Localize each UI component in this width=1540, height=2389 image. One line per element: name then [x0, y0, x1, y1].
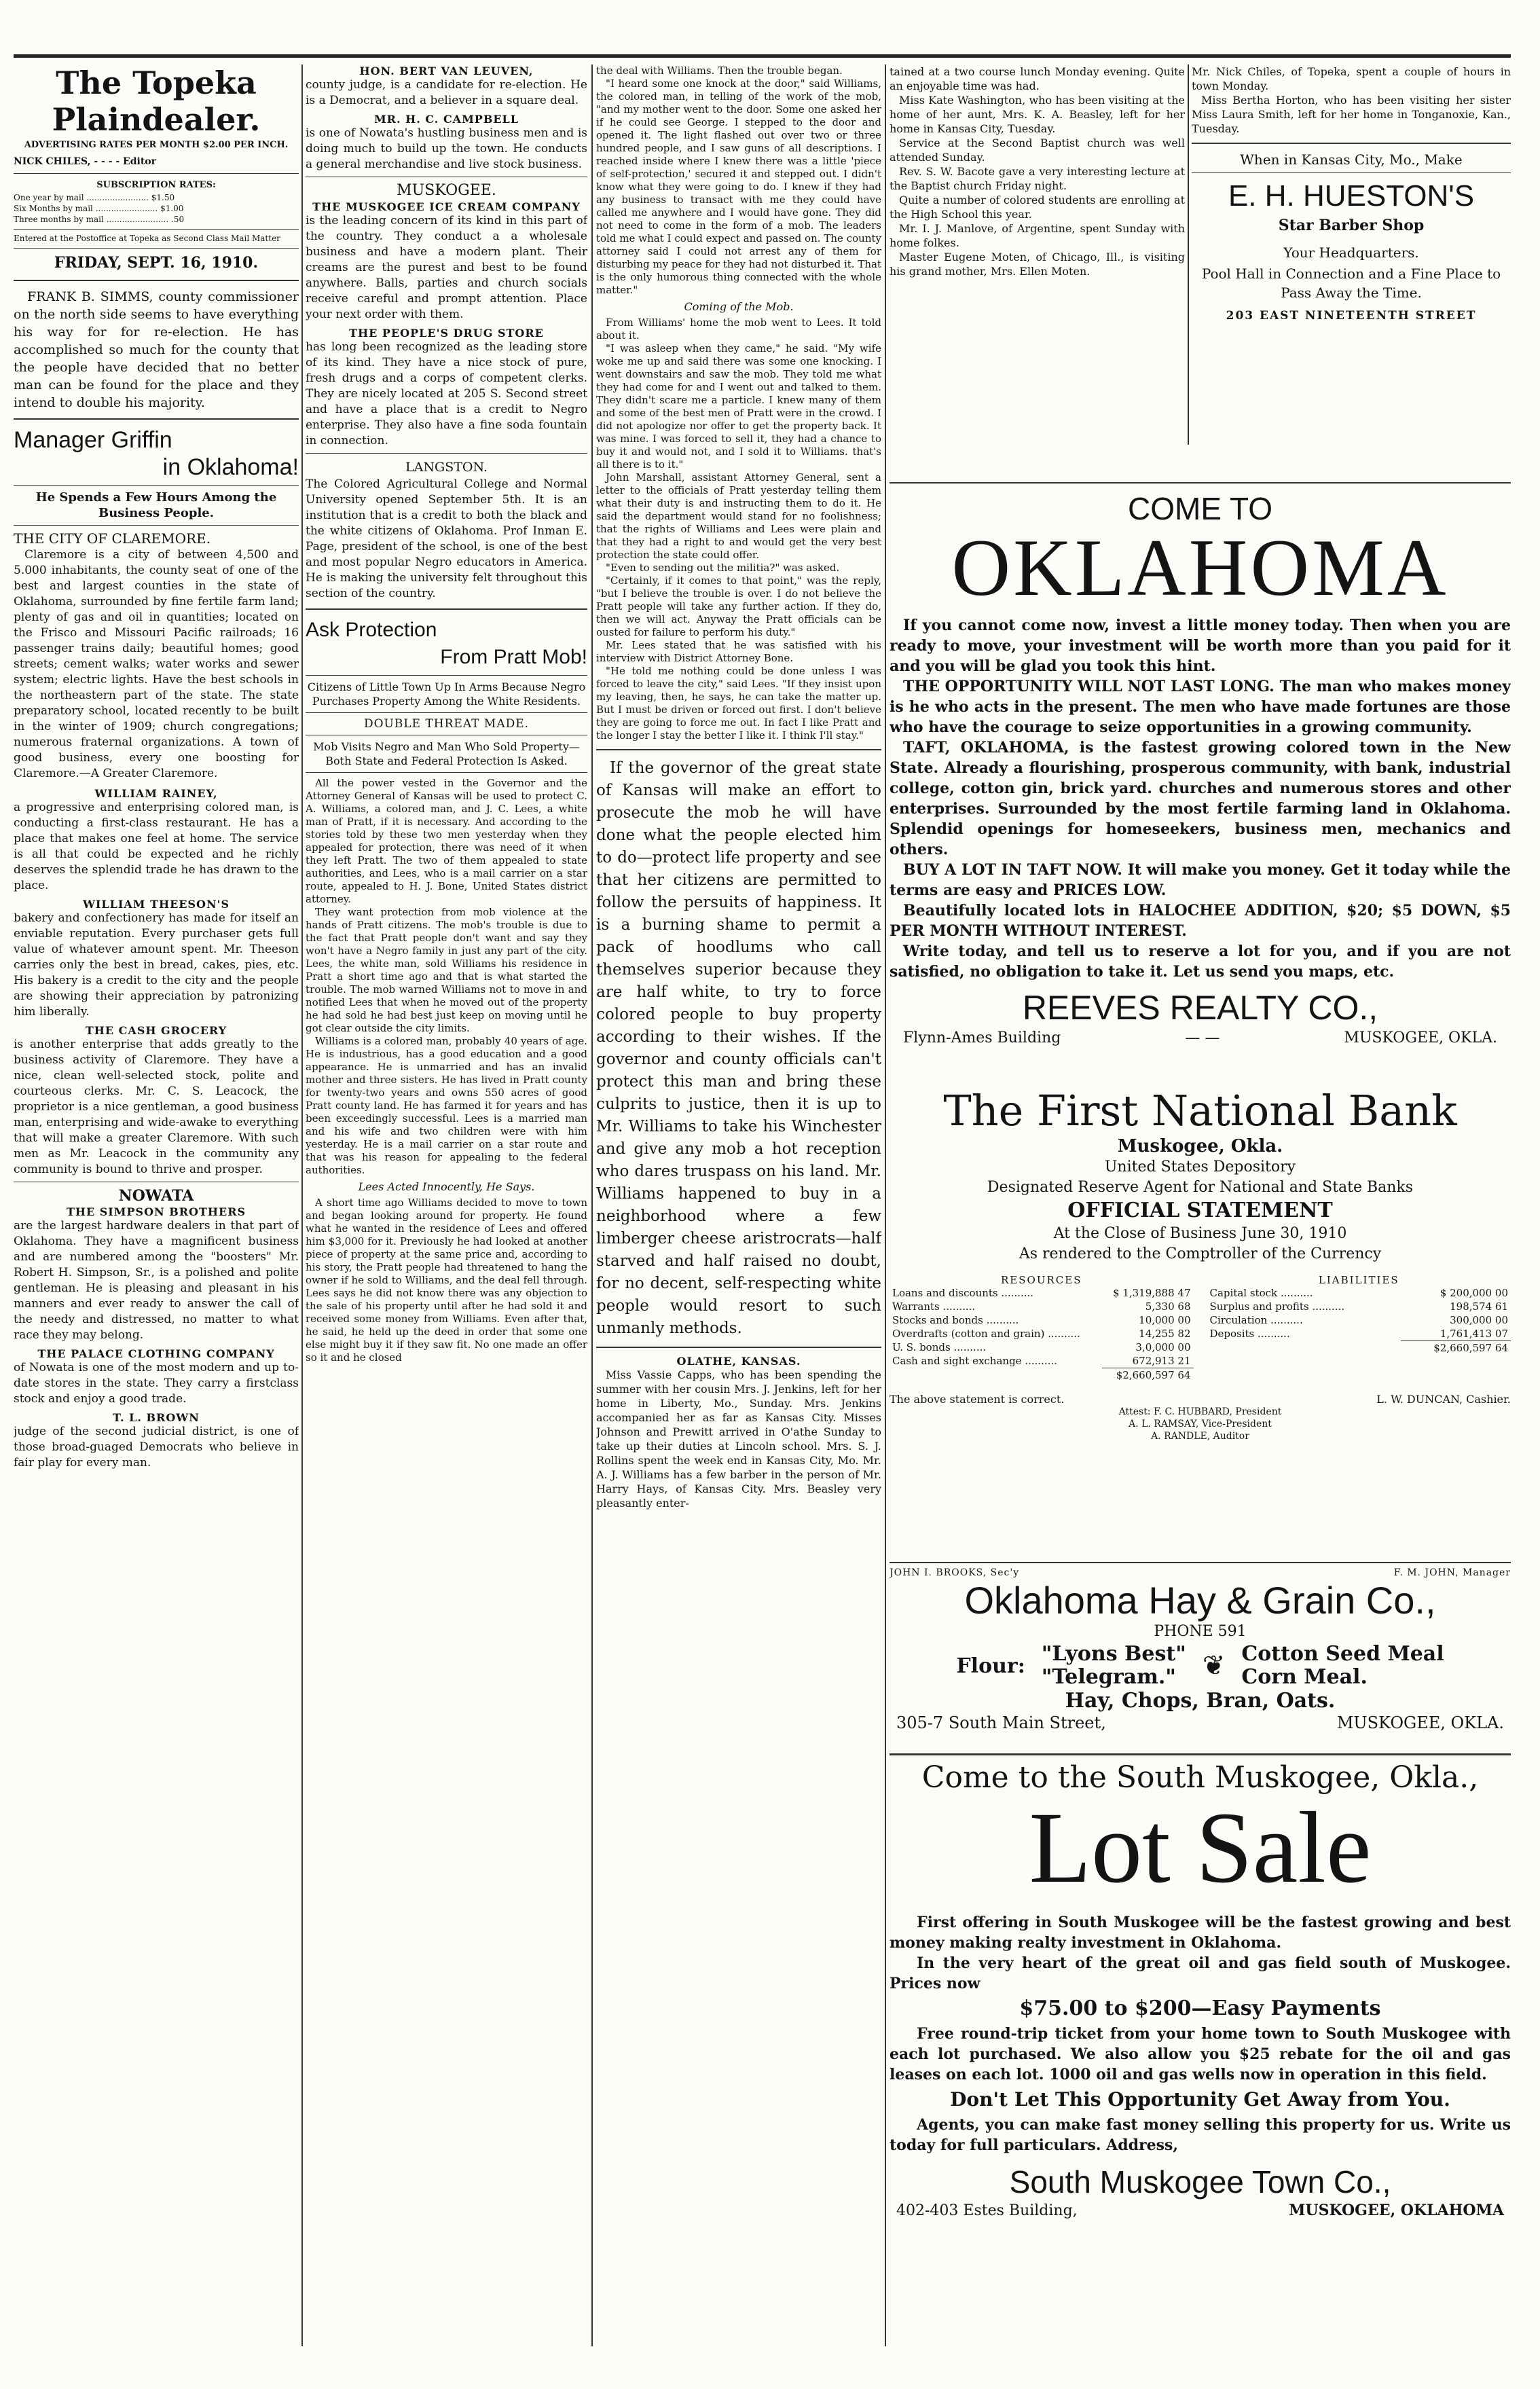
brown-heading: T. L. BROWN — [113, 1411, 200, 1424]
column-rule — [301, 65, 303, 2346]
first-national-bank-ad — [890, 1087, 1511, 1548]
olathe-cont: Service at the Second Baptist church was well attended Sunday. — [890, 136, 1185, 164]
hueston-hq: Your Headquarters. — [1283, 244, 1419, 261]
hay-title: Oklahoma Hay & Grain Co., — [964, 1579, 1436, 1622]
table-row: $2,660,597 64 — [890, 1368, 1194, 1383]
theeson-article: bakery and confectionery has made for itself an enviable reputation. Every purchaser gets full value of whatever amount spent. Mr. Theeson carries only the best in bread, cakes, pies, etc. His bakery is a credit to the city and the people are showing their appreciation by patronizing him liberally. — [14, 911, 299, 1019]
flour-label: Flour: — [956, 1654, 1025, 1678]
mob-article-cont: "He told me nothing could be done unless I was forced to leave the city," said Lees. "If they insist upon my leaving, then, he says, he can take the matter up. But I must be driven or forced out first. I don't believe they are going to force me out. In fact I like Pratt and the longer I stay the better I like it. I think I'll stay." — [596, 665, 881, 742]
column-4 — [890, 65, 1185, 363]
drug-store-heading: THE PEOPLE'S DRUG STORE — [349, 327, 544, 340]
bank-depository: United States Depository — [1104, 1159, 1296, 1175]
column-rule — [885, 65, 886, 2346]
resources-block — [890, 1274, 1194, 1382]
issue-date: FRIDAY, SEPT. 16, 1910. — [54, 254, 259, 272]
subscription-line: Six Months by mail ........................ $1.00 — [14, 204, 184, 213]
hay-city: MUSKOGEE, OKLA. — [1336, 1713, 1504, 1732]
simms-article: FRANK B. SIMMS, county commissioner on the north side seems to have everything his way for for re-election. He has accomplished so much for the county that the people have decided that no better man can be found for the place and they intend to double his majority. — [14, 289, 299, 410]
masthead-rates: ADVERTISING RATES PER MONTH $2.00 PER INCH. — [24, 140, 289, 150]
top-rule — [14, 54, 1511, 58]
column-rule — [591, 65, 593, 2346]
hueston-shop: Star Barber Shop — [1278, 217, 1425, 234]
liabilities-table — [1207, 1286, 1511, 1355]
vanleuven-heading: HON. BERT VAN LEUVEN, — [359, 65, 534, 77]
lot-dont: Don't Let This Opportunity Get Away from You. — [950, 2088, 1450, 2111]
olathe-heading: OLATHE, KANSAS. — [676, 1355, 801, 1368]
lot-city: MUSKOGEE, OKLAHOMA — [1289, 2202, 1504, 2219]
mob-article: Williams is a colored man, probably 40 years of age. He is industrious, has a good education and a good appearance. He is unmarried and has an invalid mother and three sisters. He has lived in Pratt county for twenty-two years and owns 550 acres of good Pratt county land. He has farmed it for years and has been exceedingly successful. Lees is a married man and his wife and two children were with him yesterday. He is a mail carrier on a star route and that was his reason for appealing to the federal authorities. — [306, 1035, 587, 1176]
flour-brand-1: "Lyons Best" — [1041, 1642, 1186, 1666]
resources-table — [890, 1286, 1194, 1382]
table-row: Overdrafts (cotton and grain) .......... 14,255 82 — [892, 1328, 1191, 1340]
mob-article-cont: "Even to sending out the militia?" was asked. — [606, 562, 840, 574]
table-row: U. S. bonds .......... 3,0,000 00 — [892, 1341, 1191, 1353]
rainey-heading: WILLIAM RAINEY, — [94, 787, 218, 800]
subscription-line: One year by mail ........................ $1.50 — [14, 193, 175, 202]
theeson-heading: WILLIAM THEESON'S — [82, 898, 230, 911]
hueston-ad-lead: When in Kansas City, Mo., Make — [1240, 151, 1463, 168]
lot-sale-heading: Lot Sale — [1029, 1791, 1372, 1904]
table-row: Loans and discounts .......... $ 1,319,888 47 — [892, 1287, 1191, 1299]
protection-headline: Ask Protection — [306, 619, 437, 641]
mob-article-cont: Mr. Lees stated that he was satisfied with his interview with District Attorney Bone. — [596, 639, 881, 664]
campbell-heading: MR. H. C. CAMPBELL — [373, 113, 519, 126]
bank-reserve: Designated Reserve Agent for National and State Banks — [987, 1179, 1414, 1196]
reeves-realty-name: REEVES REALTY CO., — [1022, 989, 1378, 1027]
hay-products: Hay, Chops, Bran, Oats. — [1065, 1689, 1336, 1713]
vanleuven-article: county judge, is a candidate for re-election. He is a Democrat, and a believer in a square deal. — [306, 78, 587, 107]
hay-grain-ad — [890, 1562, 1511, 1755]
table-row: Cash and sight exchange .......... 672,913 21 — [892, 1355, 1191, 1367]
editorial: If the governor of the great state of Kansas will make an effort to prosecute the mob he will have done what the people elected him to do—protect life property and see that her citizens are permitted to follow the persuits of happiness. It is a burning shame to permit a pack of hoodlums who call themselves superior because they are half white, to try to force colored people to buy property according to their wishes. If the governor and county officials can't protect this man and bring these culprits to justice, then it is up to Mr. Williams to take his Winchester and give any mob a hot reception who dares truspass on his land. Mr. Williams happened to buy in a neighborhood where a few limberger cheese aristrocrats—half starved and half raised no doubt, for no decent, self-respecting white people would resort to such unmanly methods. — [596, 759, 881, 1337]
masthead-title: The Topeka Plaindealer. — [52, 65, 261, 138]
column-3 — [596, 65, 881, 1510]
resources-heading: RESOURCES — [1001, 1274, 1082, 1286]
griffin-headline: Manager Griffin — [14, 427, 172, 453]
olathe-cont: tained at a two course lunch Monday evening. Quite an enjoyable time was had. — [890, 65, 1185, 92]
oklahoma-p2: THE OPPORTUNITY WILL NOT LAST LONG. The man who makes money is he who acts in the present. The men who have made fortunes are those who have the courage to seize opportunities in a growing community. — [890, 678, 1511, 736]
double-threat-heading: DOUBLE THREAT MADE. — [363, 717, 530, 731]
cash-grocery-article: is another enterprise that adds greatly to the business activity of Claremore. They have a nice, clean well-selected stock, polite and courteous clerks. Mr. C. S. Leacock, the proprietor is a nice gentleman, a good business man, enterprising and wide-awake to everything that will make a greater Claremore. With such men as Mr. Leacock in the community any community is bound to thrive and prosper. — [14, 1038, 299, 1176]
table-row: Deposits .......... 1,761,413 07 — [1209, 1328, 1508, 1340]
oklahoma-heading: OKLAHOMA — [951, 522, 1449, 613]
ice-cream-heading: THE MUSKOGEE ICE CREAM COMPANY — [312, 200, 581, 213]
protection-headline-2: From Pratt Mob! — [440, 646, 587, 668]
column-5 — [1192, 65, 1511, 445]
table-row: Capital stock .......... $ 200,000 00 — [1209, 1287, 1508, 1299]
bank-attest-right: L. W. DUNCAN, Cashier. — [1376, 1393, 1511, 1406]
hueston-pool: Pool Hall in Connection and a Fine Place to Pass Away the Time. — [1201, 266, 1501, 301]
column-1 — [14, 65, 299, 1471]
lot-street: 402-403 Estes Building, — [896, 2202, 1078, 2219]
entered-notice: Entered at the Postoffice at Topeka as Second Class Mail Matter — [14, 234, 280, 243]
horton-note: Miss Bertha Horton, who has been visiting her sister Miss Laura Smith, left for her home in Tonganoxie, Kan., Tuesday. — [1192, 94, 1511, 135]
hay-phone: PHONE 591 — [1154, 1623, 1247, 1640]
olathe-cont: Quite a number of colored students are enrolling at the High School this year. — [890, 194, 1185, 221]
mob-subhead: Mob Visits Negro and Man Who Sold Property— Both State and Federal Protection Is Asked. — [313, 740, 580, 767]
oklahoma-p6: Write today, and tell us to reserve a lot for you, and if you are not satisfied, no obligation to take it. Let us send you maps, etc. — [890, 943, 1511, 981]
palace-article: of Nowata is one of the most modern and up to-date stores in the state. They carry a firstclass stock and enjoy a good trade. — [14, 1361, 299, 1406]
nowata-heading: NOWATA — [118, 1187, 194, 1205]
hueston-address: 203 EAST NINETEENTH STREET — [1226, 309, 1477, 323]
mob-article: All the power vested in the Governor and the Attorney General of Kansas will be used to protect C. A. Williams, a colored man, and J. C. Lees, a white man of Pratt, if it is necessary. And according to the stories told by these two men yesterday when they appealed for protection, there was need of it when they left Pratt. The two of them appealed to state authorities, and Lees, who is a mail carrier on a star route, appealed to H. J. Bone, United States district attorney. — [306, 777, 587, 905]
mob-article-cont: From Williams' home the mob went to Lees. It told about it. — [596, 316, 881, 342]
mob-article-cont: the deal with Williams. Then the trouble began. — [596, 65, 843, 77]
reeves-building: Flynn-Ames Building — [903, 1029, 1061, 1046]
liabilities-heading: LIABILITIES — [1318, 1274, 1399, 1286]
olathe-cont: Rev. S. W. Bacote gave a very interesting lecture at the Baptist church Friday night. — [890, 165, 1185, 192]
hay-right-1: Cotton Seed Meal — [1241, 1642, 1444, 1666]
claremore-heading: THE CITY OF CLAREMORE. — [14, 530, 211, 547]
reeves-dash: — — — [1185, 1029, 1220, 1046]
hay-right-2: Corn Meal. — [1241, 1665, 1368, 1689]
bank-attest-names: Attest: F. C. HUBBARD, President A. L. RAMSAY, Vice-President A. RANDLE, Auditor — [1118, 1406, 1282, 1442]
muskogee-heading: MUSKOGEE. — [397, 182, 496, 199]
subscription-line: Three months by mail ........................ .50 — [14, 215, 185, 224]
column-rule — [1188, 65, 1189, 445]
campbell-article: is one of Nowata's hustling business men and is doing much to build up the town. He conducts a general merchandise and live stock business. — [306, 126, 587, 171]
ice-cream-article: is the leading concern of its kind in this part of the country. They conduct a a wholesale business and have a modern plant. Their creams are the purest and best to be found anywhere. Balls, parties and church socials receive careful and prompt attention. Place your next order with them. — [306, 214, 587, 321]
bank-attest-left: The above statement is correct. — [890, 1393, 1065, 1406]
south-muskogee-company: South Muskogee Town Co., — [1009, 2164, 1391, 2200]
bank-statement: OFFICIAL STATEMENT — [1067, 1199, 1333, 1222]
mob-article: A short time ago Williams decided to move to town and began looking around for property. He found what he wanted in the residence of Lees and offered him $3,000 for it. Previously he had looked at another piece of property at the same price and, according to his story, the Pratt people had threatened to hang the owner if he sold to Williams, and the deal fell through. Lees says he did not know there was any objection to the sale of his property until after he had sold it and received some money from Williams. Even after that, he said, he held up the deed in order that some one else might buy it if they saw fit. No one made an offer so it and he closed — [306, 1197, 587, 1364]
mob-article-cont: John Marshall, assistant Attorney General, sent a letter to the officials of Pratt yesterday telling them what their duty is and instructing them to do it. He said the department would stand for no foolishness; that the rights of Williams and Lees were plain and that they had a right to and would get the very best protection the state could offer. — [596, 471, 881, 561]
mob-article-cont: "Certainly, if it comes to that point," was the reply, "but I believe the trouble is over. I do not believe the Pratt people will take any further action. If they do, then we will act. Anyway the Pratt officials can be ousted for failure to perform his duty." — [596, 575, 881, 638]
hay-manager: F. M. JOHN, Manager — [1393, 1567, 1511, 1578]
griffin-subhead: He Spends a Few Hours Among the Business People. — [35, 490, 277, 520]
drug-store-article: has long been recognized as the leading store of its kind. They have a nice stock of pure, fresh drugs and a corps of competent clerks. They are nicely located at 205 S. Second street and have a place that is a credit to Negro enterprise. They also have a fine soda fountain in connection. — [306, 340, 587, 448]
oklahoma-p4: BUY A LOT IN TAFT NOW. It will make you money. Get it today while the terms are easy and PRICES LOW. — [890, 861, 1511, 899]
langston-heading: LANGSTON. — [405, 460, 488, 475]
mob-article: They want protection from mob violence at the hands of Pratt citizens. The mob's trouble is due to the fact that Pratt people don't want and say they won't have a Negro family in just any part of the city. Lees, the white man, sold Williams his residence in Pratt a short time ago and that is what started the trouble. The mob warned Williams not to move in and notified Lees that when he moved out of the property he had sold he had best just keep on moving until he got clear outside the city limits. — [306, 906, 587, 1034]
olathe-cont: Mr. I. J. Manlove, of Argentine, spent Sunday with home folkes. — [890, 222, 1185, 249]
rainey-article: a progressive and enterprising colored man, is conducting a first-class restaurant. He has a place that makes one feel at home. The service is all that could be expected and he richly deserves the splendid trade he has drawn to the place. — [14, 801, 299, 892]
lot-p2: In the very heart of the great oil and gas field south of Muskogee. Prices now — [890, 1954, 1511, 1992]
column-2 — [306, 65, 587, 1364]
mob-article-cont: "I was asleep when they came," he said. "My wife woke me up and said there was some one knocking. I went downstairs and saw the mob. They told me what they had come for and I went out and talked to them. They didn't scare me a particle. I knew many of them and some of the best men of Pratt were in the crowd. I did not apologize nor offer to get the property back. It was mine. I was forced to sell it, they had a chance to buy it and would not, and I sold it to Williams. that's all there is to it." — [596, 342, 881, 471]
table-row: Surplus and profits .......... 198,574 61 — [1209, 1300, 1508, 1313]
oklahoma-p3: TAFT, OKLAHOMA, is the fastest growing colored town in the New State. Already a flourishing, prosperous community, with bank, industrial college, cotton gin, brick yard. churches and numerous stores and other enterprises. Surrounded by the most fertile farming land in Oklahoma. Splendid openings for homeseekers, business men, mechanics and others. — [890, 739, 1511, 858]
olathe-cont: Miss Kate Washington, who has been visiting at the home of her aunt, Mrs. K. A. Beasley, left for her home in Kansas City, Tuesday. — [890, 94, 1185, 135]
lot-p3: Free round-trip ticket from your home town to South Muskogee with each lot purchased. We also allow you $25 rebate for the oil and gas leases on each lot. 1000 oil and gas wells now in operation in this field. — [890, 2025, 1511, 2083]
griffin-headline-2: in Oklahoma! — [162, 454, 299, 480]
cash-grocery-heading: THE CASH GROCERY — [85, 1024, 227, 1037]
table-row: $2,660,597 64 — [1207, 1341, 1511, 1355]
chiles-note: Mr. Nick Chiles, of Topeka, spent a couple of hours in town Monday. — [1192, 65, 1511, 92]
olathe-article: Miss Vassie Capps, who has been spending the summer with her cousin Mrs. J. Jenkins, left for her home in Liberty, Mo., Sunday. Mrs. Jenkins accompanied her as far as Kansas City. Misses Johnson and Prewitt arrived in O'athe Sunday to take up their duties at Lincoln school. Mrs. S. J. Rollins spent the week end in Kansas City, Mo. Mr. A. J. Williams has a few barber in the person of Mr. Harry Hays, of Kansas City. Mrs. Beasley very pleasantly enter- — [596, 1368, 881, 1510]
hay-street: 305-7 South Main Street, — [896, 1713, 1106, 1732]
lot-p4: Agents, you can make fast money selling this property for us. Write us today for full particulars. Address, — [890, 2116, 1511, 2154]
bank-close: At the Close of Business June 30, 1910 — [1053, 1225, 1347, 1242]
protection-subhead: Citizens of Little Town Up In Arms Because Negro Purchases Property Among the White Residents. — [307, 680, 586, 708]
langston-article: The Colored Agricultural College and Normal University opened September 5th. It is an institution that is a credit to both the black and the white citizens of Oklahoma. Prof Inman E. Page, president of the school, is one of the best and most popular Negro educators in America. He is making the university felt throughout this section of the country. — [306, 477, 587, 600]
lot-come-heading: Come to the South Muskogee, Okla., — [921, 1760, 1479, 1795]
innocently-subhead: Lees Acted Innocently, He Says. — [358, 1180, 535, 1193]
simpson-heading: THE SIMPSON BROTHERS — [66, 1205, 246, 1218]
table-row: Stocks and bonds .......... 10,000 00 — [892, 1314, 1191, 1326]
claremore-article: Claremore is a city of between 4,500 and 5.000 inhabitants, the county seat of one of the best and largest counties in the state of Oklahoma, surrounded by fine fertile farm land; plenty of gas and oil in quantities; located on the Frisco and Missouri Pacific railroads; 16 passenger trains daily; beautiful homes; good streets; cement walks; water works and sewer system; electric lights. Have the best schools in the northeastern part of the state. The state preparatory school, located recently to be built in the winter of 1909; church congregations; numerous fraternal organizations. A town of good business, every one boosting for Claremore.—A Greater Claremore. — [14, 548, 299, 780]
subscription-heading: SUBSCRIPTION RATES: — [96, 180, 216, 190]
bank-city: Muskogee, Okla. — [1117, 1136, 1283, 1156]
lot-sale-ad — [890, 1759, 1511, 2350]
bank-title: The First National Bank — [943, 1087, 1457, 1135]
olathe-cont: Master Eugene Moten, of Chicago, Ill., is visiting his grand mother, Mrs. Ellen Moten. — [890, 251, 1185, 278]
hay-secretary: JOHN I. BROOKS, Sec'y — [890, 1567, 1020, 1578]
bank-rendered: As rendered to the Comptroller of the Currency — [1019, 1245, 1382, 1262]
reeves-city: MUSKOGEE, OKLA. — [1344, 1029, 1497, 1046]
oklahoma-realty-ad — [890, 475, 1511, 1053]
table-row: Warrants .......... 5,330 68 — [892, 1300, 1191, 1313]
oklahoma-p5: Beautifully located lots in HALOCHEE ADDITION, $20; $5 DOWN, $5 PER MONTH WITHOUT INTEREST. — [890, 902, 1511, 940]
palace-heading: THE PALACE CLOTHING COMPANY — [37, 1347, 275, 1360]
wheat-sheaf-icon: ❦ — [1202, 1650, 1226, 1681]
simpson-article: are the largest hardware dealers in that part of Oklahoma. They have a magnificent business and are numbered among the "boosters" Mr. Robert H. Simpson, Sr., is a polished and polite gentleman. He is pleasing and pleasant in his manners and ever ready to answer the call of the needy and distressed, no matter to what race they may belong. — [14, 1219, 299, 1342]
liabilities-block — [1207, 1274, 1511, 1382]
lot-p1: First offering in South Muskogee will be the fastest growing and best money making realty investment in Oklahoma. — [890, 1914, 1511, 1952]
hueston-name: E. H. HUESTON'S — [1228, 179, 1475, 213]
lot-price: $75.00 to $200—Easy Payments — [1019, 1996, 1381, 2020]
table-row: Circulation .......... 300,000 00 — [1209, 1314, 1508, 1326]
oklahoma-p1: If you cannot come now, invest a little money today. Then when you are ready to move, your investment will be worth more than you paid for it and you will be glad you took this hint. — [890, 617, 1511, 675]
coming-of-mob-subhead: Coming of the Mob. — [684, 300, 794, 313]
come-to-heading: COME TO — [1128, 491, 1272, 526]
flour-brand-2: "Telegram." — [1041, 1665, 1176, 1689]
mob-article-cont: "I heard some one knock at the door," said Williams, the colored man, in telling of the work of the mob, "and my mother went to the door. Some one asked her if he could see George. I stepped to the door and opened it. The light flashed out over two or three hundred people, and I saw guns of all descriptions. I reached inside where I knew there was a little 'piece of self-protection,' secured it and stepped out. I didn't know what they were going to do. I knew if they had any business to transact with me they could have called me anywhere and I would have gone. They did not need to come in the form of a mob. The leaders told me what I could expect and passed on. The county attorney said I could not arrest any of them for disturbing my peace for they had not disturbed it. That is the only humorous thing connected with the whole matter." — [596, 77, 881, 296]
brown-article: judge of the second judicial district, is one of those broad-guaged Democrats who believe in fair play for every man. — [14, 1425, 299, 1470]
masthead-editor: NICK CHILES, - - - - Editor — [14, 156, 157, 167]
